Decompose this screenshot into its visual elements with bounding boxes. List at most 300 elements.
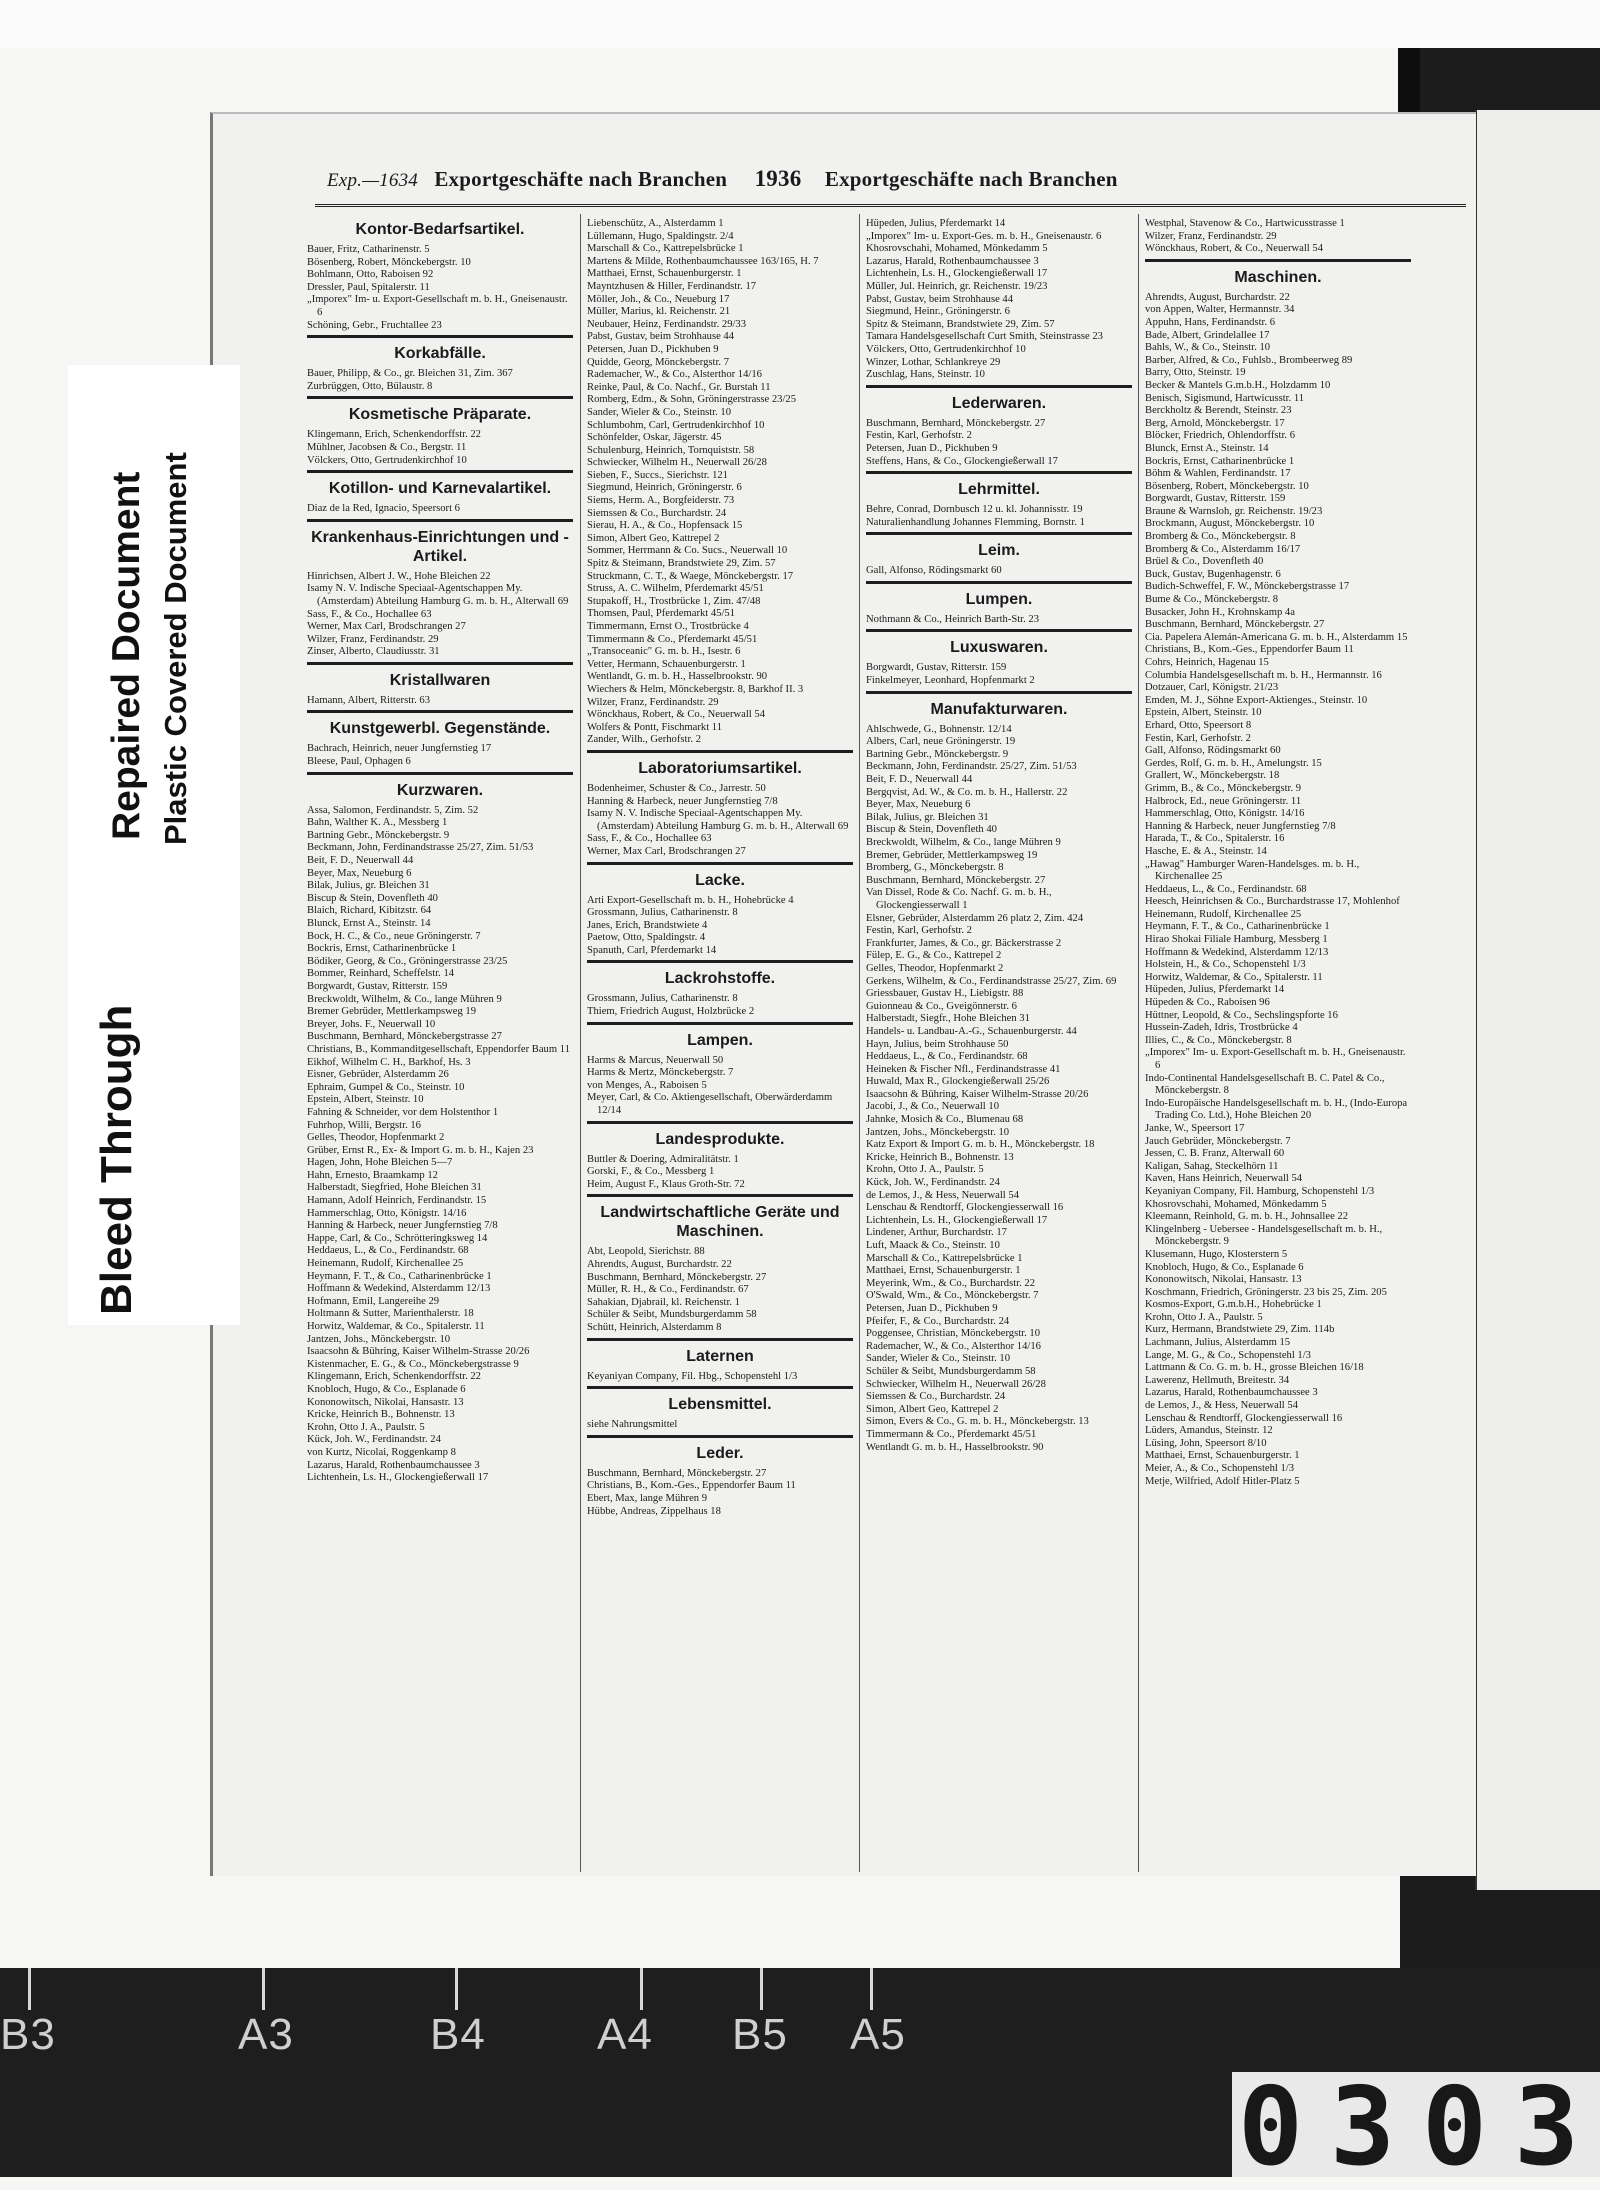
firm-entry: Keyaniyan Company, Fil. Hamburg, Schopenstehl 1/3 xyxy=(1145,1185,1375,1197)
firm-entry: Bohlmann, Otto, Raboisen 92 xyxy=(307,269,434,281)
firm-entry: Wiechers & Helm, Mönckebergstr. 8, Barkhof II. 3 xyxy=(587,683,804,695)
firm-entry: Siegmund, Heinrich, Gröningerstr. 6 xyxy=(587,482,742,494)
firm-entry: Metje, Wilfried, Adolf Hitler-Platz 5 xyxy=(1145,1475,1300,1487)
firm-entry: Matthaei, Ernst, Schauenburgerstr. 1 xyxy=(1145,1450,1300,1462)
bleed-through-label: Bleed Through xyxy=(92,1004,141,1315)
firm-entry: Petersen, Juan D., Pickhuben 9 xyxy=(587,343,719,355)
firm-entry: Hüttner, Leopold, & Co., Sechslingspforte 16 xyxy=(1145,1009,1338,1021)
firm-entry: de Lemos, J., & Hess, Neuerwall 54 xyxy=(1145,1400,1298,1412)
ruler-tick xyxy=(455,1968,458,2010)
category-heading: Kurzwaren. xyxy=(396,781,484,799)
firm-entry: Poggensee, Christian, Mönckebergstr. 10 xyxy=(866,1328,1040,1340)
firm-entry: Matthaei, Ernst, Schauenburgerstr. 1 xyxy=(866,1265,1021,1277)
firm-entry: Wilzer, Franz, Ferdinandstr. 29 xyxy=(587,696,719,708)
firm-entry: Jahnke, Mosich & Co., Blumenau 68 xyxy=(866,1114,1024,1126)
firm-entry: Hanning & Harbeck, neuer Jungfernstieg 7/8 xyxy=(1145,820,1336,832)
firm-entry: Spitz & Steimann, Brandstwiete 29, Zim. 57 xyxy=(866,318,1055,330)
page-number: 1936 xyxy=(754,166,802,191)
firm-entry: Christians, B., Kom.-Ges., Eppendorfer Baum 11 xyxy=(1145,644,1354,656)
firm-entry: Kück, Joh. W., Ferdinandstr. 24 xyxy=(307,1434,441,1446)
firm-entry: Krohn, Otto J. A., Paulstr. 5 xyxy=(307,1421,425,1433)
firm-entry: Wilzer, Franz, Ferdinandstr. 29 xyxy=(1145,230,1277,242)
category-heading: Leim. xyxy=(978,542,1020,560)
firm-entry: Behre, Conrad, Dornbusch 12 u. kl. Johannisstr. 19 xyxy=(866,504,1083,516)
firm-entry: Bilak, Julius, gr. Bleichen 31 xyxy=(307,880,430,892)
repaired-document-label: Repaired Document xyxy=(105,471,148,840)
firm-entry: Hüpeden, Julius, Pferdemarkt 14 xyxy=(1145,984,1285,996)
firm-entry: Sieben, F., Succs., Sierichstr. 121 xyxy=(587,469,728,481)
firm-entry: Klingelnberg - Uebersee - Handelsgesellschaft m. b. H., Mönckebergstr. 9 xyxy=(1145,1223,1383,1248)
firm-entry: Hanning & Harbeck, neuer Jungfernstieg 7/8 xyxy=(307,1220,498,1232)
firm-entry: Horwitz, Waldemar, & Co., Spitalerstr. 11 xyxy=(307,1321,485,1332)
firm-entry: Kaligan, Sahag, Steckelhörn 11 xyxy=(1145,1160,1279,1172)
firm-entry: Siems, Herm. A., Borgfeiderstr. 73 xyxy=(587,495,735,507)
running-head xyxy=(327,166,1466,200)
firm-entry: Bartning Gebr., Mönckebergstr. 9 xyxy=(866,748,1009,760)
firm-entry: Hoffmann & Wedekind, Alsterdamm 12/13 xyxy=(1145,946,1329,958)
firm-entry: Kleemann, Reinhold, G. m. b. H., Johnsallee 22 xyxy=(1145,1211,1349,1223)
category-heading: Luxuswaren. xyxy=(950,639,1048,657)
firm-entry: Bahn, Walther K. A., Messberg 1 xyxy=(307,817,448,829)
category-section xyxy=(866,385,1132,468)
firm-entry: Lazarus, Harald, Rothenbaumchaussee 3 xyxy=(866,255,1039,267)
firm-entry: Bauer, Fritz, Catharinenstr. 5 xyxy=(307,244,430,255)
firm-entry: Lüllemann, Hugo, Spaldingstr. 2/4 xyxy=(587,230,734,242)
ruler-label: A4 xyxy=(597,2010,653,2059)
firm-entry: Lazarus, Harald, Rothenbaumchaussee 3 xyxy=(307,1459,480,1471)
firm-entry: Lattmann & Co. G. m. b. H., grosse Bleichen 16/18 xyxy=(1145,1362,1364,1374)
firm-entry: Katz Export & Import G. m. b. H., Mönckebergstr. 18 xyxy=(866,1139,1095,1151)
firm-entry: Bilak, Julius, gr. Bleichen 31 xyxy=(866,811,989,823)
category-section xyxy=(307,335,573,393)
category-heading: Laternen xyxy=(686,1347,754,1365)
firm-entry: Eisner, Gebrüder, Alsterdamm 26 xyxy=(307,1069,449,1081)
firm-entry: Lüders, Amandus, Steinstr. 12 xyxy=(1145,1425,1273,1437)
category-section xyxy=(307,396,573,467)
firm-entry: Ebert, Max, lange Mühren 9 xyxy=(587,1492,708,1504)
firm-entry: Benisch, Sigismund, Hartwicusstr. 11 xyxy=(1145,392,1305,404)
firm-entry: von Appen, Walter, Hermannstr. 34 xyxy=(1145,304,1295,316)
firm-entry: Zuschlag, Hans, Steinstr. 10 xyxy=(866,369,985,381)
firm-entry: Bödiker, Georg, & Co., Gröningerstrasse 23/25 xyxy=(307,955,508,967)
firm-entry: Bösenberg, Robert, Mönckebergstr. 10 xyxy=(307,256,471,268)
firm-entry: Breckwoldt, Wilhelm, & Co., lange Mühren 9 xyxy=(866,837,1061,848)
firm-entry: Schütt, Heinrich, Alsterdamm 8 xyxy=(587,1321,722,1333)
firm-entry: Klingemann, Erich, Schenkendorffstr. 22 xyxy=(307,1371,481,1383)
firm-entry: Buck, Gustav, Bugenhagenstr. 6 xyxy=(1145,568,1281,580)
firm-entry: Marschall & Co., Kattrepelsbrücke 1 xyxy=(587,243,744,255)
firm-entry: Knobloch, Hugo, & Co., Esplanade 6 xyxy=(307,1383,466,1395)
firm-entry: Guionneau & Co., Gveigönnerstr. 6 xyxy=(866,1000,1017,1012)
firm-entry: Blunck, Ernst A., Steinstr. 14 xyxy=(1145,442,1269,454)
firm-entry: Heddaeus, L., & Co., Ferdinandstr. 68 xyxy=(866,1051,1028,1063)
firm-entry: Heinemann, Rudolf, Kirchenallee 25 xyxy=(307,1258,464,1270)
firm-entry: Appuhn, Hans, Ferdinandstr. 6 xyxy=(1145,316,1276,328)
firm-entry: Jessen, C. B. Franz, Alterwall 60 xyxy=(1145,1148,1285,1160)
firm-entry: Harms & Mertz, Mönckebergstr. 7 xyxy=(587,1067,734,1079)
firm-entry: Heineken & Fischer Nfl., Ferdinandstrasse 41 xyxy=(866,1063,1061,1075)
firm-entry: Petersen, Juan D., Pickhuben 9 xyxy=(866,442,998,454)
firm-entry: Cia. Papelera Alemán-Americana G. m. b. H., Alsterdamm 15 xyxy=(1145,631,1408,643)
firm-entry: Berckholtz & Berendt, Steinstr. 23 xyxy=(1145,405,1292,417)
firm-entry: Knobloch, Hugo, & Co., Esplanade 6 xyxy=(1145,1261,1304,1273)
firm-entry: Klusemann, Hugo, Klosterstern 5 xyxy=(1145,1248,1288,1260)
firm-entry: Rademacher, W., & Co., Alsterthor 14/16 xyxy=(866,1340,1041,1352)
firm-entry: Barber, Alfred, & Co., Fuhlsb., Brombeerweg 89 xyxy=(1145,354,1353,366)
firm-entry: Assa, Salomon, Ferdinandstr. 5, Zim. 52 xyxy=(307,804,479,816)
firm-entry: Kosmos-Export, G.m.b.H., Hohebrücke 1 xyxy=(1145,1299,1322,1311)
firm-entry: Schöning, Gebr., Fruchtallee 23 xyxy=(307,319,442,331)
firm-entry: Meier, A., & Co., Schopenstehl 1/3 xyxy=(1145,1463,1295,1474)
firm-entry: Beyer, Max, Neueburg 6 xyxy=(866,799,971,811)
firm-entry: Beckmann, John, Ferdinandstrasse 25/27, Zim. 51/53 xyxy=(307,842,534,854)
column-body xyxy=(581,214,859,1518)
firm-entry: Janke, W., Speersort 17 xyxy=(1145,1122,1245,1134)
firm-entry: Tamara Handelsgesellschaft Curt Smith, Steinstrasse 23 xyxy=(866,331,1103,343)
firm-entry: Thomsen, Paul, Pferdemarkt 45/51 xyxy=(587,608,735,620)
firm-entry: „Hawag" Hamburger Waren-Handelsges. m. b. H., Kirchenallee 25 xyxy=(1145,858,1360,883)
firm-entry: Grallert, W., Mönckebergstr. 18 xyxy=(1145,770,1280,782)
firm-entry: Bockris, Ernst, Catharinenbrücke 1 xyxy=(307,943,457,955)
firm-entry: Pfeifer, F., & Co., Burchardstr. 24 xyxy=(866,1315,1010,1327)
firm-entry: Buschmann, Bernhard, Mönckebergstr. 27 xyxy=(587,1467,767,1479)
firm-entry: Kück, Joh. W., Ferdinandstr. 24 xyxy=(866,1177,1000,1189)
firm-entry: Kononowitsch, Nikolai, Hansastr. 13 xyxy=(307,1396,464,1408)
firm-entry: Mühlner, Jacobsen & Co., Bergstr. 11 xyxy=(307,441,467,453)
firm-entry: Zander, Wilh., Gerhofstr. 2 xyxy=(587,734,701,746)
category-section xyxy=(587,960,853,1018)
firm-entry: Hübbe, Andreas, Zippelhaus 18 xyxy=(587,1505,721,1517)
firm-entry: Abt, Leopold, Sierichstr. 88 xyxy=(587,1246,705,1258)
firm-entry: Biscup & Stein, Dovenfleth 40 xyxy=(866,824,997,836)
firm-entry: „Imporex" Im- u. Export-Ges. m. b. H., Gneisenaustr. 6 xyxy=(866,230,1102,242)
firm-entry: Heymann, F. T., & Co., Catharinenbrücke 1 xyxy=(1145,921,1330,933)
firm-entry: Bleese, Paul, Ophagen 6 xyxy=(307,756,411,768)
firm-entry: Holstein, H., & Co., Schopenstehl 1/3 xyxy=(1145,959,1306,971)
firm-entry: Cohrs, Heinrich, Hagenau 15 xyxy=(1145,657,1269,668)
firm-entry: Harada, T., & Co., Spitalerstr. 16 xyxy=(1145,833,1285,845)
firm-entry: Festin, Karl, Gerhofstr. 2 xyxy=(1145,732,1251,744)
firm-entry: Jantzen, Johs., Mönckebergstr. 10 xyxy=(866,1126,1010,1138)
category-heading: Krankenhaus-Einrichtungen und -Artikel. xyxy=(311,528,569,565)
firm-entry: Holtmann & Sutter, Marienthalerstr. 18 xyxy=(307,1308,474,1320)
category-heading: Kristallwaren xyxy=(389,671,491,689)
ruler-tick xyxy=(28,1968,31,2010)
firm-entry: Heymann, F. T., & Co., Catharinenbrücke 1 xyxy=(307,1270,492,1282)
firm-entry: Lawerenz, Hellmuth, Breitestr. 34 xyxy=(1145,1374,1290,1386)
firm-entry: Wentlandt, G. m. b. H., Hasselbrookstr. 90 xyxy=(587,671,768,683)
ruler-tick xyxy=(640,1968,643,2010)
firm-entry: Petersen, Juan D., Pickhuben 9 xyxy=(866,1302,998,1314)
firm-entry: Luft, Maack & Co., Steinstr. 10 xyxy=(866,1240,1000,1251)
firm-entry: Hirao Shokai Filiale Hamburg, Messberg 1 xyxy=(1145,934,1328,946)
firm-entry: Schüler & Seibt, Mundsburgerdamm 58 xyxy=(587,1309,757,1321)
firm-entry: Wilzer, Franz, Ferdinandstr. 29 xyxy=(307,633,439,645)
firm-entry: Halbrock, Ed., neue Gröningerstr. 11 xyxy=(1145,795,1302,807)
firm-entry: Lenschau & Rendtorff, Glockengiesserwall 16 xyxy=(866,1202,1064,1214)
firm-entry: siehe Nahrungsmittel xyxy=(587,1419,678,1431)
firm-entry: Hinrichsen, Albert J. W., Hohe Bleichen 22 xyxy=(307,570,491,582)
firm-entry: Bade, Albert, Grindelallee 17 xyxy=(1145,329,1270,341)
category-section xyxy=(587,214,853,747)
firm-entry: Blunck, Ernst A., Steinstr. 14 xyxy=(307,918,431,929)
category-heading: Kotillon- und Karnevalartikel. xyxy=(328,480,552,498)
category-section xyxy=(866,214,1132,382)
firm-entry: Wolfers & Pontt, Fischmarkt 11 xyxy=(587,721,722,733)
ruler-label: A3 xyxy=(238,2010,294,2059)
firm-entry: Frankfurter, James, & Co., gr. Bäckerstrasse 2 xyxy=(866,937,1062,949)
firm-entry: Keyaniyan Company, Fil. Hbg., Schopenstehl 1/3 xyxy=(587,1370,798,1382)
firm-entry: Columbia Handelsgesellschaft m. b. H., Hermannstr. 16 xyxy=(1145,669,1382,681)
firm-entry: Schönfelder, Oskar, Jägerstr. 45 xyxy=(587,432,722,444)
firm-entry: Heesch, Heinrichsen & Co., Burchardstrasse 17, Mohlenhof xyxy=(1145,896,1400,908)
firm-entry: Sass, F., & Co., Hochallee 63 xyxy=(587,833,712,845)
firm-entry: Lachmann, Julius, Alsterdamm 15 xyxy=(1145,1337,1291,1349)
firm-entry: Marschall & Co., Kattrepelsbrücke 1 xyxy=(866,1252,1023,1264)
firm-entry: Buschmann, Bernhard, Mönckebergstr. 27 xyxy=(1145,619,1325,631)
firm-entry: Lindener, Arthur, Burchardstr. 17 xyxy=(866,1227,1007,1239)
firm-entry: Stupakoff, H., Trostbrücke 1, Zim. 47/48 xyxy=(587,595,761,607)
firm-entry: Dotzauer, Carl, Königstr. 21/23 xyxy=(1145,682,1279,694)
firm-entry: Hayn, Julius, beim Strohhause 50 xyxy=(866,1038,1009,1050)
firm-entry: Blaich, Richard, Kibitzstr. 64 xyxy=(307,905,432,917)
firm-entry: Gelles, Theodor, Hopfenmarkt 2 xyxy=(307,1132,445,1144)
firm-entry: Sass, F., & Co., Hochallee 63 xyxy=(307,608,432,620)
category-section xyxy=(866,581,1132,627)
category-heading: Manufakturwaren. xyxy=(930,700,1068,718)
category-section xyxy=(866,691,1132,1454)
firm-entry: Isamy N. V. Indische Speciaal-Agentschappen My. (Amsterdam) Abteilung Hamburg G. m. b. H., Alterwall 69 xyxy=(307,583,569,607)
firm-entry: Rademacher, W., & Co., Alsterthor 14/16 xyxy=(587,369,762,381)
firm-entry: Barry, Otto, Steinstr. 19 xyxy=(1145,367,1246,379)
firm-entry: von Menges, A., Raboisen 5 xyxy=(587,1079,707,1091)
firm-entry: Bommer, Reinhard, Scheffelstr. 14 xyxy=(307,968,455,980)
firm-entry: Grimm, B., & Co., Mönckebergstr. 9 xyxy=(1145,782,1302,794)
firm-entry: Kononowitsch, Nikolai, Hansastr. 13 xyxy=(1145,1274,1302,1286)
ruler-tick xyxy=(870,1968,873,2010)
firm-entry: Fuhrhop, Willi, Bergstr. 16 xyxy=(307,1119,421,1131)
category-heading: Kosmetische Präparate. xyxy=(348,406,532,424)
firm-entry: Hammerschlag, Otto, Königstr. 14/16 xyxy=(1145,808,1305,820)
firm-entry: Festin, Karl, Gerhofstr. 2 xyxy=(866,430,972,442)
firm-entry: Kistenmacher, E. G., & Co., Mönckebergstrasse 9 xyxy=(307,1358,519,1370)
category-section xyxy=(587,1435,853,1518)
frame-digit: 0 xyxy=(1238,2065,1304,2190)
firm-entry: Indo-Continental Handelsgesellschaft B. C. Patel & Co., Mönckebergstr. 8 xyxy=(1145,1072,1385,1097)
frame-digit: 0 xyxy=(1422,2065,1488,2190)
column-body xyxy=(860,214,1138,1454)
firm-entry: Vetter, Hermann, Schauenburgerstr. 1 xyxy=(587,658,746,670)
firm-entry: Albers, Carl, neue Gröningerstr. 19 xyxy=(866,736,1016,748)
firm-entry: Reinke, Paul, & Co. Nachf., Gr. Burstah 11 xyxy=(587,381,771,393)
firm-entry: Zurbrüggen, Otto, Bülaustr. 8 xyxy=(307,380,433,392)
firm-entry: Bergqvist, Ad. W., & Co. m. b. H., Hallerstr. 22 xyxy=(866,786,1068,798)
firm-entry: Siemssen & Co., Burchardstr. 24 xyxy=(587,507,727,519)
firm-entry: Hamann, Albert, Ritterstr. 63 xyxy=(307,694,430,706)
category-section xyxy=(307,470,573,516)
firm-entry: Lazarus, Harald, Rothenbaumchaussee 3 xyxy=(1145,1387,1318,1399)
firm-entry: Spanuth, Carl, Pferdemarkt 14 xyxy=(587,944,717,956)
firm-entry: Bachrach, Heinrich, neuer Jungfernstieg 17 xyxy=(307,743,492,755)
firm-entry: Jacobi, J., & Co., Neuerwall 10 xyxy=(866,1101,999,1113)
firm-entry: Koschmann, Friedrich, Gröningerstr. 23 bis 25, Zim. 205 xyxy=(1145,1286,1387,1298)
firm-entry: Klingemann, Erich, Schenkendorffstr. 22 xyxy=(307,429,481,441)
column-1 xyxy=(301,214,579,1872)
firm-entry: Becker & Mantels G.m.b.H., Holzdamm 10 xyxy=(1145,379,1331,391)
firm-entry: Wentlandt G. m. b. H., Hasselbrookstr. 90 xyxy=(866,1441,1044,1453)
firm-entry: Gall, Alfonso, Rödingsmarkt 60 xyxy=(866,565,1002,577)
category-section xyxy=(587,750,853,859)
firm-entry: Neubauer, Heinz, Ferdinandstr. 29/33 xyxy=(587,318,747,330)
facing-page-edge xyxy=(1475,110,1600,1890)
ruler-label: B3 xyxy=(0,2010,56,2059)
firm-entry: Eikhof, Wilhelm C. H., Barkhof, Hs. 3 xyxy=(307,1056,471,1068)
firm-entry: Lüsing, John, Speersort 8/10 xyxy=(1145,1437,1267,1449)
firm-entry: Siemssen & Co., Burchardstr. 24 xyxy=(866,1391,1006,1403)
firm-entry: Müller, Marius, kl. Reichenstr. 21 xyxy=(587,306,731,318)
category-heading: Lumpen. xyxy=(965,590,1033,608)
firm-entry: O'Swald, Wm., & Co., Mönckebergstr. 7 xyxy=(866,1290,1039,1302)
firm-entry: Bodenheimer, Schuster & Co., Jarrestr. 50 xyxy=(587,782,766,794)
firm-entry: „Transoceanic" G. m. b. H., Isestr. 6 xyxy=(587,646,741,658)
firm-entry: Heinemann, Rudolf, Kirchenallee 25 xyxy=(1145,908,1302,920)
firm-entry: Bremer Gebrüder, Mettlerkampsweg 19 xyxy=(307,1006,477,1018)
firm-entry: Schlumbohm, Carl, Gertrudenkirchhof 10 xyxy=(587,419,765,431)
firm-entry: Happe, Carl, & Co., Schrötteringksweg 14 xyxy=(307,1232,488,1244)
firm-entry: Struckmann, C. T., & Waege, Mönckebergstr. 17 xyxy=(587,570,794,582)
firm-entry: Halberstadt, Siegfried, Hohe Bleichen 31 xyxy=(307,1182,482,1194)
category-heading: Lackrohstoffe. xyxy=(664,970,776,988)
firm-entry: Werner, Max Carl, Brodschrangen 27 xyxy=(587,845,746,857)
firm-entry: Isaacsohn & Bühring, Kaiser Wilhelm-Strasse 20/26 xyxy=(866,1088,1089,1100)
category-section xyxy=(1145,259,1411,1488)
firm-entry: Brockmann, August, Mönckebergstr. 10 xyxy=(1145,518,1315,530)
firm-entry: Ephraim, Gumpel & Co., Steinstr. 10 xyxy=(307,1081,465,1093)
category-heading: Landwirtschaftliche Geräte und Maschinen. xyxy=(600,1204,840,1241)
ruler-tick xyxy=(760,1968,763,2010)
firm-entry: Mayntzhusen & Hiller, Ferdinandstr. 17 xyxy=(587,280,757,292)
firm-entry: Müller, Jul. Heinrich, gr. Reichenstr. 19/23 xyxy=(866,280,1048,292)
firm-entry: Isaacsohn & Bühring, Kaiser Wilhelm-Strasse 20/26 xyxy=(307,1346,530,1358)
firm-entry: „Imporex" Im- u. Export-Gesellschaft m. b. H., Gneisenaustr. 6 xyxy=(1145,1047,1406,1071)
firm-entry: Schulenburg, Heinrich, Tornquiststr. 58 xyxy=(587,444,755,456)
firm-entry: Möller, Joh., & Co., Neueburg 17 xyxy=(587,293,730,305)
category-heading: Leder. xyxy=(696,1444,744,1462)
firm-entry: Hammerschlag, Otto, Königstr. 14/16 xyxy=(307,1207,467,1219)
firm-entry: Berg, Arnold, Mönckebergstr. 17 xyxy=(1145,417,1285,429)
firm-entry: Bock, H. C., & Co., neue Gröningerstr. 7 xyxy=(307,930,481,942)
firm-entry: Paetow, Otto, Spaldingstr. 4 xyxy=(587,932,706,944)
firm-entry: Beit, F. D., Neuerwall 44 xyxy=(866,774,973,786)
category-section xyxy=(307,519,573,659)
firm-entry: Meyer, Carl, & Co. Aktiengesellschaft, Oberwärderdamm 12/14 xyxy=(587,1092,833,1117)
firm-entry: Siegmund, Heinr., Gröningerstr. 6 xyxy=(866,306,1010,318)
firm-entry: Buttler & Doering, Admiralitätstr. 1 xyxy=(587,1153,739,1165)
firm-entry: Buschmann, Bernhard, Mönckebergstrasse 27 xyxy=(307,1031,502,1043)
firm-entry: Heim, August F., Klaus Groth-Str. 72 xyxy=(587,1178,745,1190)
firm-entry: Westphal, Stavenow & Co., Hartwicusstrasse 1 xyxy=(1145,218,1345,229)
firm-entry: Werner, Max Carl, Brodschrangen 27 xyxy=(307,621,466,633)
firm-entry: Wönckhaus, Robert, & Co., Neuerwall 54 xyxy=(1145,243,1323,255)
column-body xyxy=(301,214,579,1485)
firm-entry: Borgwardt, Gustav, Ritterstr. 159 xyxy=(866,662,1007,674)
firm-entry: Buschmann, Bernhard, Mönckebergstr. 27 xyxy=(866,874,1046,886)
firm-entry: Simon, Albert Geo, Kattrepel 2 xyxy=(587,532,720,544)
firm-entry: de Lemos, J., & Hess, Neuerwall 54 xyxy=(866,1189,1019,1201)
firm-entry: Gall, Alfonso, Rödingsmarkt 60 xyxy=(1145,745,1281,757)
firm-entry: Sander, Wieler & Co., Steinstr. 10 xyxy=(587,406,732,418)
firm-entry: Hussein-Zadeh, Idris, Trostbrücke 4 xyxy=(1145,1022,1298,1034)
category-section xyxy=(307,662,573,708)
firm-entry: Bahls, W., & Co., Steinstr. 10 xyxy=(1145,342,1271,354)
firm-entry: Jauch Gebrüder, Mönckebergstr. 7 xyxy=(1145,1135,1291,1147)
firm-entry: Kurz, Hermann, Brandstwiete 29, Zim. 114b xyxy=(1145,1324,1335,1336)
category-heading: Lehrmittel. xyxy=(958,481,1040,499)
firm-entry: Epstein, Albert, Steinstr. 10 xyxy=(1145,707,1262,719)
firm-entry: Harms & Marcus, Neuerwall 50 xyxy=(587,1054,724,1066)
category-heading: Laboratoriumsartikel. xyxy=(638,759,802,777)
category-section xyxy=(587,1386,853,1432)
firm-entry: Biscup & Stein, Dovenfleth 40 xyxy=(307,892,438,904)
firm-entry: Buschmann, Bernhard, Mönckebergstr. 27 xyxy=(587,1271,767,1283)
firm-entry: Van Dissel, Rode & Co. Nachf. G. m. b. H., Glockengiesserwall 1 xyxy=(866,887,1052,911)
document-page xyxy=(210,112,1476,1876)
firm-entry: Borgwardt, Gustav, Ritterstr. 159 xyxy=(1145,493,1286,505)
firm-entry: Bösenberg, Robert, Mönckebergstr. 10 xyxy=(1145,480,1309,492)
firm-entry: Diaz de la Red, Ignacio, Speersort 6 xyxy=(307,503,460,515)
firm-entry: Romberg, Edm., & Sohn, Gröningerstrasse 23/25 xyxy=(587,394,797,406)
firm-entry: Gelles, Theodor, Hopfenmarkt 2 xyxy=(866,962,1004,974)
firm-entry: Beit, F. D., Neuerwall 44 xyxy=(307,855,414,867)
right-title: Exportgeschäfte nach Branchen xyxy=(824,167,1118,191)
firm-entry: Busacker, John H., Krohnskamp 4a xyxy=(1145,606,1295,618)
firm-entry: Hagen, John, Hohe Bleichen 5—7 xyxy=(307,1157,453,1169)
firm-entry: Khosrovschahi, Mohamed, Mönkedamm 5 xyxy=(866,243,1048,255)
category-section xyxy=(866,471,1132,529)
firm-entry: Quidde, Georg, Mönckebergstr. 7 xyxy=(587,356,730,368)
category-heading: Lederwaren. xyxy=(951,394,1047,412)
ruler-tick xyxy=(262,1968,265,2010)
firm-entry: Emden, M. J., Söhne Export-Aktienges., Steinstr. 10 xyxy=(1145,694,1368,706)
firm-entry: Christians, B., Kom.-Ges., Eppendorfer Baum 11 xyxy=(587,1480,796,1492)
firm-entry: Janes, Erich, Brandstwiete 4 xyxy=(587,919,708,931)
firm-entry: Matthaei, Ernst, Schauenburgerstr. 1 xyxy=(587,268,742,280)
category-heading: Lampen. xyxy=(687,1031,753,1049)
firm-entry: Sommer, Herrmann & Co. Sucs., Neuerwall 10 xyxy=(587,545,788,557)
firm-entry: Heddaeus, L., & Co., Ferdinandstr. 68 xyxy=(307,1245,469,1257)
category-section xyxy=(587,1338,853,1384)
firm-entry: Steffens, Hans, & Co., Glockengießerwall 17 xyxy=(866,455,1058,467)
firm-entry: Fahning & Schneider, vor dem Holstenthor 1 xyxy=(307,1106,499,1118)
firm-entry: Buschmann, Bernhard, Mönckebergstr. 27 xyxy=(866,417,1046,429)
firm-entry: Struss, A. C. Wilhelm, Pferdemarkt 45/51 xyxy=(587,583,764,595)
firm-entry: Kricke, Heinrich B., Bohnenstr. 13 xyxy=(866,1151,1014,1163)
firm-entry: Timmermann, Ernst O., Trostbrücke 4 xyxy=(587,621,749,632)
category-heading: Maschinen. xyxy=(1234,268,1322,286)
firm-entry: Liebenschütz, A., Alsterdamm 1 xyxy=(587,218,724,229)
firm-entry: Bume & Co., Mönckebergstr. 8 xyxy=(1145,594,1279,606)
firm-entry: Halberstadt, Siegfr., Hohe Bleichen 31 xyxy=(866,1013,1030,1025)
firm-entry: Simon, Albert Geo, Kattrepel 2 xyxy=(866,1403,999,1415)
firm-entry: Beyer, Max, Neueburg 6 xyxy=(307,867,412,879)
firm-entry: Breckwoldt, Wilhelm, & Co., lange Mühren 9 xyxy=(307,993,502,1005)
category-heading: Kunstgewerbl. Gegenstände. xyxy=(329,720,551,738)
category-section xyxy=(307,214,573,332)
firm-entry: Braune & Warnsloh, gr. Reichenstr. 19/23 xyxy=(1145,505,1323,517)
firm-entry: Pabst, Gustav, beim Strohhause 44 xyxy=(866,293,1014,305)
firm-entry: Gorski, F., & Co., Messberg 1 xyxy=(587,1166,715,1178)
firm-entry: Timmermann & Co., Pferdemarkt 45/51 xyxy=(587,633,758,645)
